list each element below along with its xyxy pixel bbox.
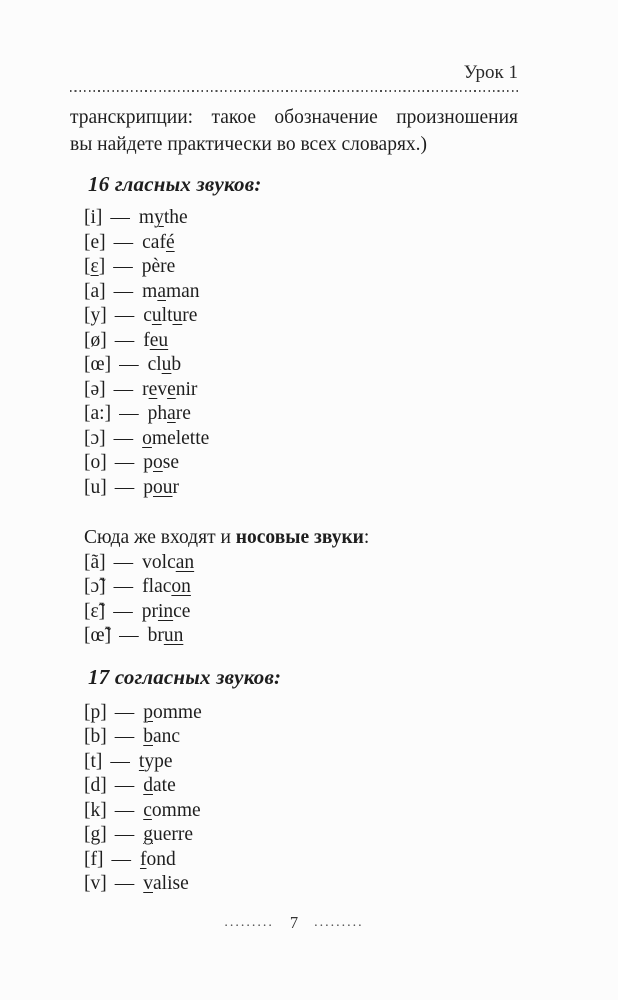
lesson-label: Урок 1 (463, 62, 518, 83)
dash-separator: — (114, 476, 135, 498)
underlined-letter: ɛ (90, 256, 99, 277)
phonetic-entry (84, 353, 518, 378)
dash-separator: — (114, 701, 135, 723)
dash-separator: — (113, 551, 134, 573)
phonetic-symbol: [ə] (84, 378, 106, 400)
nasal-vowels-list (70, 551, 518, 649)
underlined-letter: u (161, 354, 172, 375)
dash-separator: — (114, 726, 135, 747)
example-word: club (147, 354, 182, 375)
dash-separator: — (113, 231, 134, 253)
phonetic-entry (84, 427, 518, 452)
phonetic-symbol: [k] (84, 799, 107, 821)
dash-separator: — (119, 625, 139, 646)
underlined-letter: o (153, 452, 163, 473)
dash-separator: — (114, 873, 135, 894)
example-word: brun (147, 625, 184, 646)
dash-separator: — (113, 427, 134, 449)
phonetic-entry (84, 402, 518, 427)
nasal-intro-bold: носовые звуки (235, 527, 364, 548)
example-word: culture (143, 305, 198, 326)
phonetic-symbol: [ɔ̃] (84, 576, 106, 597)
underlined-letter: ou (153, 476, 173, 498)
phonetic-symbol: [y] (84, 305, 107, 326)
underlined-letter: f (139, 848, 147, 870)
phonetic-symbol: [ã] (84, 551, 106, 573)
example-word: maman (142, 280, 200, 302)
phonetic-symbol: [œ] (84, 354, 112, 375)
example-word: volcan (142, 551, 195, 573)
dash-separator: — (113, 256, 133, 277)
phonetic-symbol: [ɛ] (84, 256, 106, 277)
phonetic-symbol: [e] (84, 231, 106, 253)
page-number: 7 (289, 912, 299, 932)
phonetic-symbol: [o] (84, 452, 107, 473)
nasal-intro (70, 526, 518, 551)
example-word: comme (143, 799, 201, 821)
dash-separator: — (111, 848, 131, 870)
underlined-letter: y (154, 207, 164, 228)
dash-separator: — (119, 354, 139, 375)
phonetic-symbol: [u] (84, 476, 107, 498)
underlined-letter: p (143, 701, 153, 723)
phonetic-symbol: [i] (84, 207, 103, 228)
example-word: type (138, 750, 173, 772)
phonetic-entry (84, 280, 518, 305)
phonetic-entry (84, 451, 518, 476)
underlined-letter: u (151, 305, 162, 326)
page-header (70, 62, 518, 84)
dash-separator: — (114, 305, 135, 326)
example-word: pour (143, 476, 179, 498)
phonetic-symbol: [ø] (84, 329, 107, 351)
phonetic-entry (84, 575, 518, 600)
dash-separator: — (119, 403, 139, 424)
dotted-divider (70, 90, 518, 92)
phonetic-entry (84, 774, 518, 799)
underlined-letter: o (142, 427, 152, 449)
example-word: banc (143, 726, 181, 747)
phonetic-symbol: [g] (84, 824, 107, 845)
example-word: date (143, 775, 176, 796)
phonetic-entry (84, 725, 518, 750)
phonetic-entry (84, 476, 518, 501)
underlined-letter: un (163, 625, 184, 646)
dash-separator: — (114, 775, 135, 796)
underlined-letter: e (148, 378, 158, 400)
underlined-letter: t (138, 750, 145, 772)
phonetic-symbol: [œ̃] (84, 625, 112, 646)
phonetic-entry (84, 378, 518, 403)
underlined-letter: an (175, 551, 195, 573)
phonetic-symbol: [b] (84, 726, 107, 747)
phonetic-entry (84, 872, 518, 897)
phonetic-entry (84, 255, 518, 280)
phonetic-entry (84, 848, 518, 873)
example-word: pomme (143, 701, 202, 723)
underlined-letter: in (157, 600, 174, 622)
phonetic-symbol: [ɛ̃] (84, 600, 106, 622)
example-word: pose (143, 452, 179, 473)
footer-dots-right: ......... (314, 914, 364, 930)
underlined-letter: on (171, 576, 191, 597)
example-word: fond (139, 848, 176, 870)
phonetic-symbol: [f] (84, 848, 104, 870)
dash-separator: — (113, 600, 133, 622)
phonetic-symbol: [p] (84, 701, 107, 723)
phonetic-symbol: [t] (84, 750, 103, 772)
phonetic-entry (84, 750, 518, 775)
dash-separator: — (113, 378, 134, 400)
dash-separator: — (114, 329, 135, 351)
example-word: père (141, 256, 176, 277)
underlined-letter: c (143, 799, 152, 821)
example-word: feu (143, 329, 169, 351)
underlined-letter: eu (149, 329, 169, 351)
underlined-letter: b (143, 726, 153, 747)
example-word: revenir (142, 378, 198, 400)
consonants-list (70, 701, 518, 897)
phonetic-entry (84, 624, 518, 649)
example-word: omelette (142, 427, 210, 449)
underlined-letter: d (143, 775, 153, 796)
example-word: prince (141, 600, 191, 622)
example-word: café (142, 231, 175, 253)
example-word: phare (147, 403, 191, 424)
phonetic-entry (84, 799, 518, 824)
phonetic-entry (84, 701, 518, 726)
example-word: guerre (143, 824, 194, 845)
underlined-letter: g (143, 824, 153, 845)
example-word: valise (143, 873, 189, 894)
dash-separator: — (114, 799, 135, 821)
footer-dots-left: ......... (224, 914, 274, 930)
consonants-heading: 17 согласных звуков: (88, 664, 282, 689)
dash-separator: — (114, 824, 135, 845)
underlined-letter: e (167, 378, 176, 400)
intro-line-2: вы найдете практически во всех словарях.) (70, 134, 428, 155)
phonetic-symbol: [d] (84, 775, 107, 796)
intro-paragraph (70, 104, 518, 158)
dash-separator: — (110, 207, 130, 228)
phonetic-entry (84, 823, 518, 848)
dash-separator: — (113, 280, 134, 302)
phonetic-symbol: [ɔ] (84, 427, 106, 449)
phonetic-entry (84, 600, 518, 625)
vowels-heading: 16 гласных звуков: (88, 172, 262, 196)
phonetic-symbol: [a] (84, 280, 106, 302)
dash-separator: — (114, 452, 135, 473)
vowels-list (70, 206, 518, 500)
phonetic-entry (84, 551, 518, 576)
phonetic-symbol: [v] (84, 873, 107, 894)
example-word: flacon (142, 576, 191, 597)
phonetic-entry (84, 231, 518, 256)
underlined-letter: é (165, 231, 175, 253)
underlined-letter: a (167, 403, 176, 424)
dash-separator: — (110, 750, 130, 772)
underlined-letter: a (157, 280, 166, 302)
example-word: mythe (138, 207, 188, 228)
nasal-intro-colon: : (363, 527, 370, 548)
phonetic-symbol: [a:] (84, 403, 112, 424)
page-footer (70, 913, 518, 933)
phonetic-entry (84, 329, 518, 354)
phonetic-entry (84, 304, 518, 329)
phonetic-entry (84, 206, 518, 231)
underlined-letter: u (172, 305, 183, 326)
underlined-letter: v (143, 873, 153, 894)
nasal-intro-lead: Сюда же входят и (84, 527, 236, 548)
dash-separator: — (113, 576, 134, 597)
intro-line-1: транскрипции: такое обозначение произношения (70, 107, 518, 128)
